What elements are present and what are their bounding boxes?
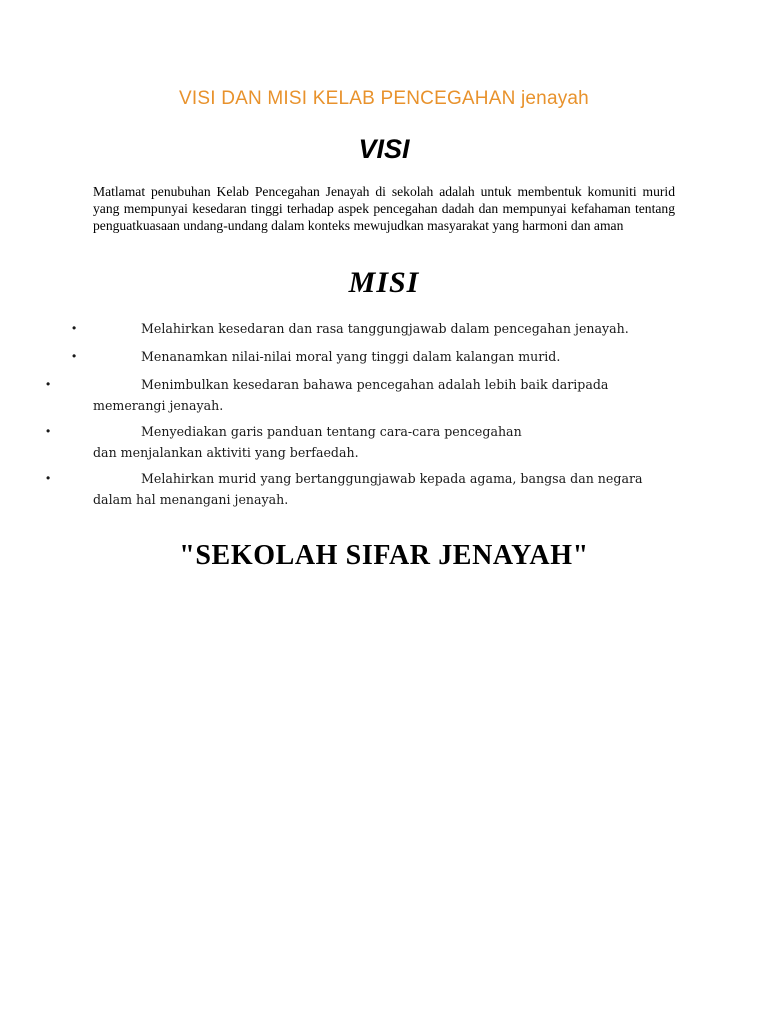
- misi-item-text: Menyediakan garis panduan tentang cara-cara pencegahan: [141, 424, 522, 439]
- misi-heading: MISI: [348, 266, 420, 299]
- misi-item-text: Menimbulkan kesedaran bahawa pencegahan adalah lebih baik daripada: [141, 377, 609, 392]
- bullet-icon: •: [46, 377, 51, 391]
- misi-item-3: [0, 374, 768, 416]
- misi-item-text-continued: dan menjalankan aktiviti yang berfaedah.: [93, 445, 359, 460]
- misi-item-text-continued: memerangi jenayah.: [93, 398, 224, 413]
- misi-item-2: [0, 346, 768, 367]
- visi-paragraph: Matlamat penubuhan Kelab Pencegahan Jenayah di sekolah adalah untuk membentuk komuniti murid yang mempunyai kesedaran tinggi terhadap aspek pencegahan dadah dan mempunyai kefahaman tentang penguatkuasaan undang-undang dalam konteks mewujudkan masyarakat yang harmoni dan aman: [93, 184, 675, 233]
- bullet-icon: •: [72, 321, 77, 335]
- bullet-icon: •: [46, 424, 51, 438]
- misi-item-text: Melahirkan kesedaran dan rasa tanggungjawab dalam pencegahan jenayah.: [141, 321, 629, 336]
- bullet-icon: •: [72, 349, 77, 363]
- bullet-icon: •: [46, 471, 51, 485]
- visi-heading: VISI: [358, 134, 410, 164]
- misi-item-1: [0, 318, 768, 339]
- misi-item-4: [0, 421, 768, 463]
- misi-item-text: Menanamkan nilai-nilai moral yang tinggi dalam kalangan murid.: [141, 349, 561, 364]
- motto-text: "SEKOLAH SIFAR JENAYAH": [179, 540, 589, 571]
- misi-item-text-continued: dalam hal menangani jenayah.: [93, 492, 289, 507]
- misi-item-5: [0, 468, 768, 510]
- misi-item-text: Melahirkan murid yang bertanggungjawab kepada agama, bangsa dan negara: [141, 471, 643, 486]
- document-title: VISI DAN MISI KELAB PENCEGAHAN jenayah: [179, 88, 589, 109]
